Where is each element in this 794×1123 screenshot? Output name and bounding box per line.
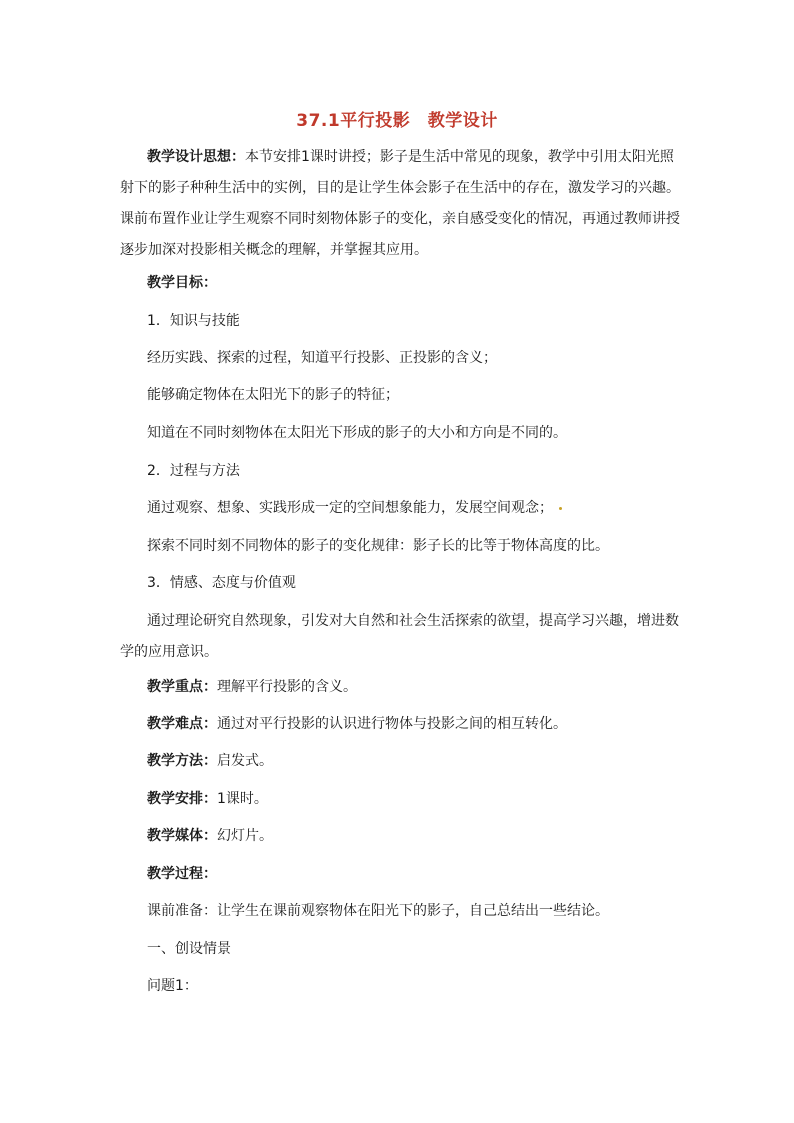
section-1-heading: 一、创设情景 xyxy=(147,941,231,957)
goal-1-item-1: 经历实践、探索的过程，知道平行投影、正投影的含义； xyxy=(147,350,497,366)
key-point-line xyxy=(147,672,680,703)
goal-3-text: 通过理论研究自然现象，引发对大自然和社会生活探索的欲望，提高学习兴趣，增进数学的应用意识。 xyxy=(120,613,679,660)
goal-3-title: 3．情感、态度与价值观 xyxy=(147,575,296,591)
media-label: 教学媒体： xyxy=(147,828,217,844)
process-heading: 教学过程： xyxy=(147,866,217,882)
media-text: 幻灯片。 xyxy=(217,828,273,844)
document-title: 37.1平行投影 教学设计 xyxy=(296,111,498,131)
difficulty-label: 教学难点： xyxy=(147,716,217,732)
goals-heading: 教学目标： xyxy=(147,275,217,291)
question-1-label: 问题1： xyxy=(147,978,198,994)
design-idea-label: 教学设计思想： xyxy=(147,149,245,165)
media-line xyxy=(147,821,680,852)
preparation-text: 课前准备：让学生在课前观察物体在阳光下的影子，自己总结出一些结论。 xyxy=(147,903,609,919)
key-point-label: 教学重点： xyxy=(147,679,217,695)
key-point-text: 理解平行投影的含义。 xyxy=(217,679,357,695)
goal-2-item-1: 通过观察、想象、实践形成一定的空间想象能力，发展空间观念； xyxy=(147,500,553,516)
arrangement-line xyxy=(147,784,680,815)
design-idea-text: 本节安排1课时讲授；影子是生活中常见的现象，教学中引用太阳光照射下的影子种种生活中的实例，目的是让学生体会影子在生活中的存在，激发学习的兴趣。课前布置作业让学生观察不同时刻物体影子的变化，亲自感受变化的情况，再通过教师讲授逐步加深对投影相关概念的理解，并掌握其应用。 xyxy=(120,149,680,258)
goal-1-title: 1．知识与技能 xyxy=(147,313,240,329)
goal-1-item-3: 知道在不同时刻物体在太阳光下形成的影子的大小和方向是不同的。 xyxy=(147,425,567,441)
method-line xyxy=(147,746,680,777)
difficulty-line xyxy=(147,709,680,740)
goal-2-item-1-line xyxy=(147,493,680,524)
method-text: 启发式。 xyxy=(217,753,273,769)
arrangement-label: 教学安排： xyxy=(147,791,217,807)
method-label: 教学方法： xyxy=(147,753,217,769)
difficulty-text: 通过对平行投影的认识进行物体与投影之间的相互转化。 xyxy=(217,716,567,732)
arrangement-text: 1课时。 xyxy=(217,791,268,807)
goal-2-title: 2．过程与方法 xyxy=(147,463,240,479)
ink-dot-mark xyxy=(559,507,562,510)
design-idea-paragraph xyxy=(120,142,680,266)
goal-1-item-2: 能够确定物体在太阳光下的影子的特征； xyxy=(147,387,399,403)
goal-2-item-2: 探索不同时刻不同物体的影子的变化规律：影子长的比等于物体高度的比。 xyxy=(147,538,609,554)
